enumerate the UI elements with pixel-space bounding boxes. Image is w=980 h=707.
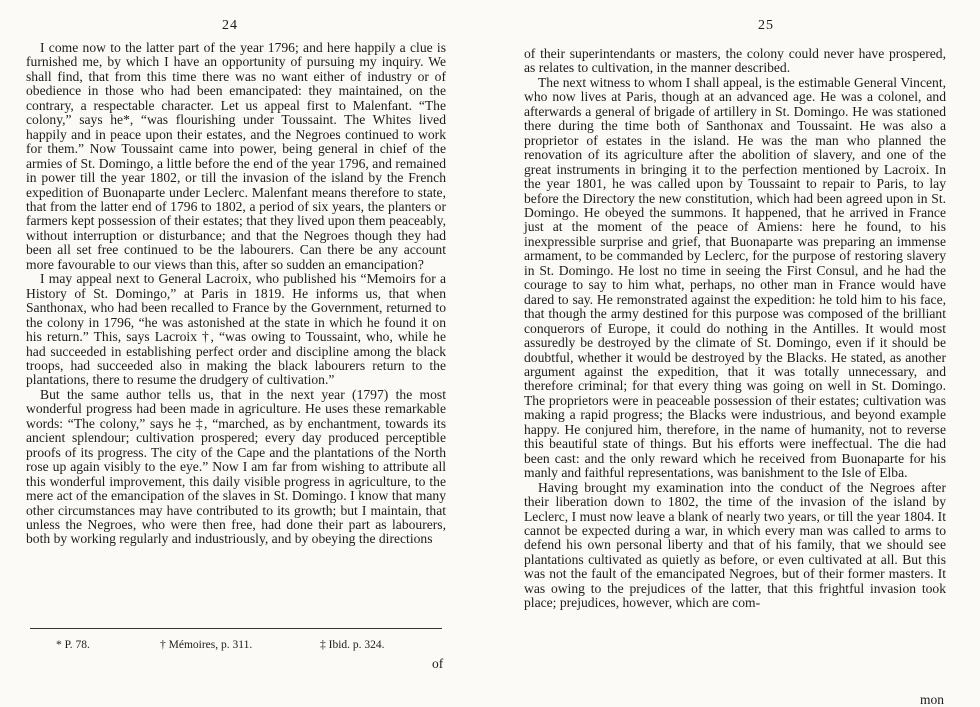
footnote-divider	[30, 628, 442, 629]
paragraph: Having brought my examination into the conduct of the Negroes after their liberation down to 1802, the time of the invasion of the island by Leclerc, I must now leave a blank of nearly two years, or till the year 1804. It cannot be expected during a war, in which every man was called to arms to defend his own personal liberty and that of his family, that we should see plantations cultivated as quietly as before, or even cultivated at all. But this was not the fault of the emancipated Negroes, but of their former masters. It was owing to the prejudices of the latter, that this frightful invasion took place; prejudices, however, which are com-	[524, 479, 946, 611]
footnote: † Mémoires, p. 311.	[160, 639, 253, 651]
paragraph: of their superintendants or masters, the colony could never have prospered, as relates to cultivation, in the manner described.	[524, 46, 946, 76]
catchword: mon	[920, 692, 945, 707]
paragraph: But the same author tells us, that in the next year (1797) the most wonderful progress had been made in agriculture. He uses these remarkable words: “The colony,” says he ‡, “marched, as by enchantment, towards its ancient splendour; cultivation prospered; every day produced perceptible proofs of its progress. The city of the Cape and the plantations of the North rose up again visibly to the eye.” Now I am far from wishing to attribute all this wonderful improvement, this daily visible progress in agriculture, to the mere act of the emancipation of the slaves in St. Domingo. I know that many other circumstances may have contributed to its growth; but I maintain, that unless the Negroes, who were then free, had done their part as labourers, both by working regularly and industriously, and by obeying the directions	[26, 386, 446, 547]
paragraph: The next witness to whom I shall appeal, is the estimable General Vincent, who now lives at Paris, though at an advanced age. He was a colonel, and afterwards a general of brigade of artillery in St. Domingo. He was stationed there during the time both of Santhonax and Toussaint. He was also a proprietor of estates in the island. He was the man who planned the renovation of its agriculture after the abolition of slavery, and one of the great instruments in bringing it to the perfection mentioned by Lacroix. In the year 1801, he was called upon by Toussaint to repair to Paris, to lay before the Directory the new constitution, which had been agreed upon in St. Domingo. He obeyed the summons. It happened, that he arrived in France just at the moment of the peace of Amiens: here he found, to his inexpressible surprise and grief, that Buonaparte was preparing an immense armament, to be commanded by Leclerc, for the purpose of restoring slavery in St. Domingo. He lost no time in seeing the First Consul, and he had the courage to say to him what, perhaps, no other man in France would have dared to say. He remonstrated against the expedition: he told him to his face, that though the army destined for this purpose was composed of the brilliant conquerors of Europe, it could do nothing in the Antilles. It would most assuredly be destroyed by the climate of St. Domingo, even if it should be doubtful, whether it would be destroyed by the Blacks. He stated, as another argument against the expedition, that it was totally unnecessary, and therefore criminal; for that every thing was going on well in St. Domingo. The proprietors were in peaceable possession of their estates; cultivation was making a rapid progress; the Blacks were industrious, and beyond example happy. He conjured him, therefore, in the name of humanity, not to reverse this beautiful state of things. But his efforts were ineffectual. The die had been cast: and the only reward which he received from Buonaparte for his manly and faithful representations, was banishment to the Isle of Elba.	[524, 74, 946, 481]
footnote: * P. 78.	[56, 639, 90, 651]
page-number: 24	[222, 18, 238, 33]
footnote: ‡ Ibid. p. 324.	[320, 639, 385, 651]
right-page	[490, 0, 980, 707]
paragraph: I come now to the latter part of the year 1796; and here happily a clue is furnished me, by which I have an opportunity of pursuing my inquiry. We shall find, that from this time there was no want either of industry or of obedience in those who had been emancipated: they maintained, on the contrary, a respectable character. Let us appeal first to Malenfant. “The colony,” says he*, “was flourishing under Toussaint. The Whites lived happily and in peace upon their estates, and the Negroes continued to work for them.” Now Toussaint came into power, being general in chief of the armies of St. Domingo, a little before the end of the year 1796, and remained in power till the year 1802, or till the invasion of the island by the French expedition of Buonaparte under Leclerc. Malenfant means therefore to state, that from the latter end of 1796 to 1802, a period of six years, the planters or farmers kept possession of their estates; that they lived upon them peaceably, without interruption or disturbance; and that the Negroes though they had been all set free continued to be the labourers. Can there be any account more favourable to our views than this, after so sudden an emancipation?	[26, 40, 446, 272]
right-body-text	[524, 47, 946, 611]
catchword: of	[432, 656, 444, 671]
paragraph: I may appeal next to General Lacroix, who published his “Memoirs for a History of St. Domingo,” at Paris in 1819. He informs us, that when Santhonax, who had been recalled to France by the Government, returned to the colony in 1796, “he was astonished at the state in which he found it on his return.” This, says Lacroix †, “was owing to Toussaint, who, while he had succeeded in establishing perfect order and discipline among the black troops, had succeeded also in making the black labourers return to the plantations, there to resume the drudgery of cultivation.”	[26, 271, 446, 388]
left-body-text	[26, 41, 446, 547]
left-page	[0, 0, 490, 701]
page-number: 25	[758, 18, 774, 33]
